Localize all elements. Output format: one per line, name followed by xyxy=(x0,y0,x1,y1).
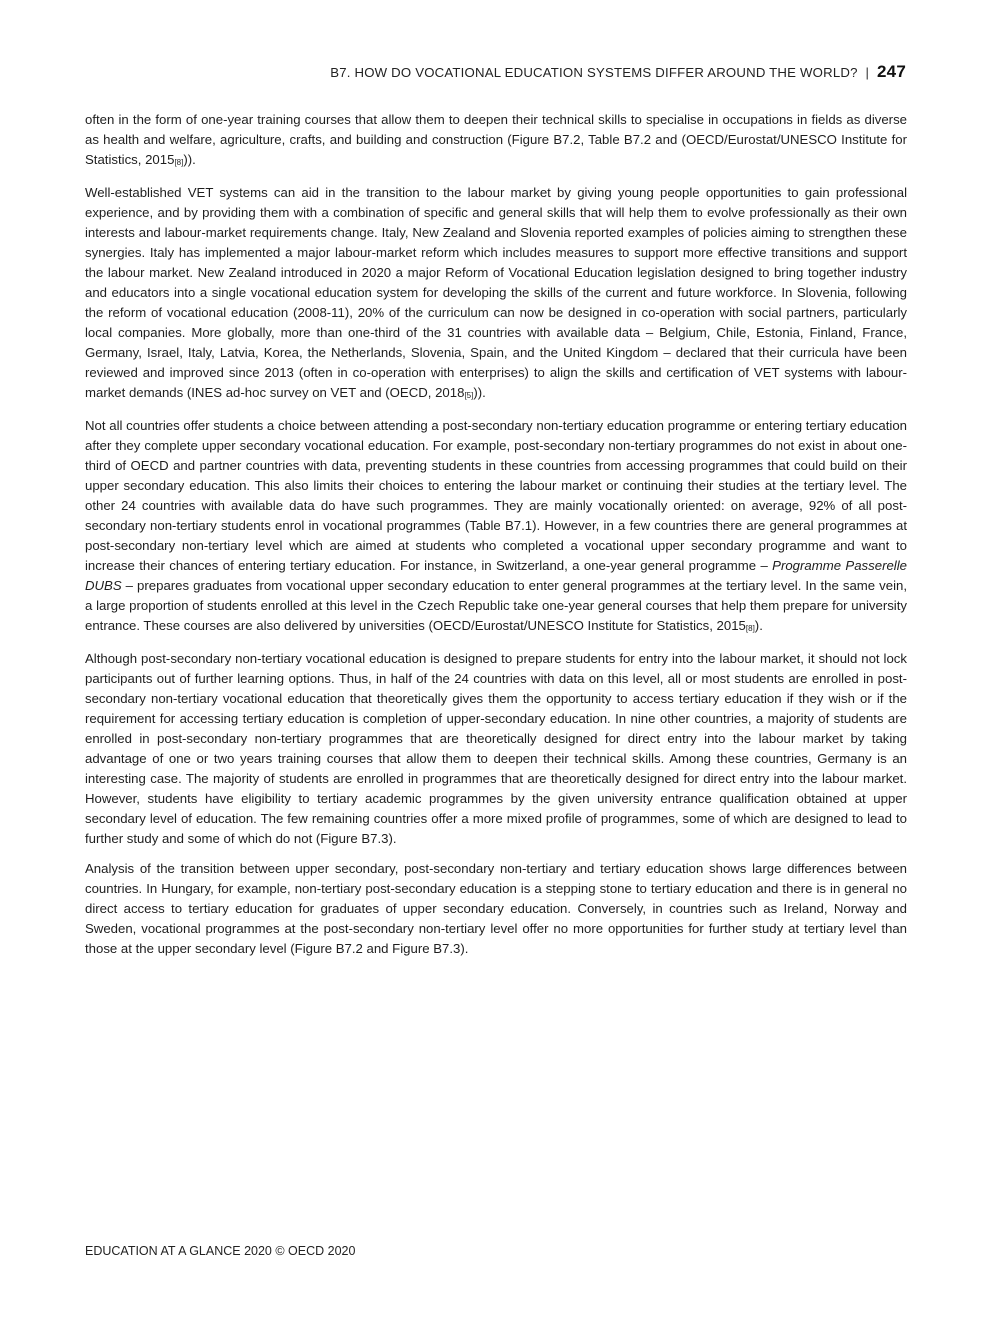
page-number: 247 xyxy=(877,62,906,81)
page-footer: EDUCATION AT A GLANCE 2020 © OECD 2020 xyxy=(85,1244,356,1258)
paragraph-5 xyxy=(85,859,907,959)
paragraph-1-text: often in the form of one-year training courses that allow them to deepen their technical skills to specialise in occupations in fields as diverse as health and welfare, agriculture, crafts, and building and construction (Figure B7.2, Table B7.2 and (OECD/Eurostat/UNESCO Institute for Statistics, 2015 xyxy=(85,112,907,167)
paragraph-1 xyxy=(85,110,907,173)
paragraph-3-tail: ). xyxy=(754,618,763,633)
reference-marker: [5] xyxy=(464,391,474,400)
body-text xyxy=(85,110,907,969)
running-header xyxy=(330,62,906,82)
paragraph-2 xyxy=(85,183,907,406)
paragraph-5-text: Analysis of the transition between upper secondary, post-secondary non-tertiary and tertiary education shows large differences between countries. In Hungary, for example, non-tertiary post-secondary education is a stepping stone to tertiary education and there is in general no direct access to tertiary education for graduates of upper secondary education. Conversely, in countries such as Ireland, Norway and Sweden, vocational programmes at the post-secondary non-tertiary level offer no more opportunities for further study at tertiary level than those at the upper secondary level (Figure B7.2 and Figure B7.3). xyxy=(85,861,907,956)
paragraph-4 xyxy=(85,649,907,849)
header-separator: | xyxy=(865,65,870,80)
paragraph-1-tail: )). xyxy=(183,152,196,167)
reference-marker: [8] xyxy=(174,158,184,167)
running-title: B7. HOW DO VOCATIONAL EDUCATION SYSTEMS DIFFER AROUND THE WORLD? xyxy=(330,65,858,80)
paragraph-4-text: Although post-secondary non-tertiary vocational education is designed to prepare students for entry into the labour market, it should not lock participants out of further learning options. Thus, in half of the 24 countries with data on this level, all or most students are enrolled in post-secondary non-tertiary vocational education that theoretically gives them the opportunity to access tertiary education if they wish or if the requirement for accessing tertiary education is completion of upper-secondary education. In nine other countries, a majority of students are enrolled in post-secondary non-tertiary programmes that are theoretically designed for direct entry into the labour market by taking advantage of one or two years training courses that allow them to deepen their technical skills. Among these countries, Germany is an interesting case. The majority of students are enrolled in programmes that are theoretically designed for direct entry into the labour market. However, students have eligibility to tertiary academic programmes by the given university entrance qualification obtained at upper secondary level of education. The few remaining countries offer a more mixed profile of programmes, some of which are designed to lead to further study and some of which do not (Figure B7.3). xyxy=(85,651,907,846)
paragraph-2-text: Well-established VET systems can aid in the transition to the labour market by giving young people opportunities to gain professional experience, and by providing them with a combination of specific and general skills that will help them to evolve professionally as their own interests and labour-market requirements change. Italy, New Zealand and Slovenia reported examples of policies aiming to strengthen these synergies. Italy has implemented a major labour-market reform which includes measures to support more effective transitions and support the labour market. New Zealand introduced in 2020 a major Reform of Vocational Education legislation designed to bring together industry and educators into a single vocational education system for developing the skills of the current and future workforce. In Slovenia, following the reform of vocational education (2008-11), 20% of the curriculum can now be designed in co-operation with social partners, particularly local companies. More globally, more than one-third of the 31 countries with available data – Belgium, Chile, Estonia, Finland, France, Germany, Israel, Italy, Latvia, Korea, the Netherlands, Slovenia, Spain, and the United Kingdom – declared that their curricula have been reviewed and improved since 2013 (often in co-operation with enterprises) to align the skills and certification of VET systems with labour-market demands (INES ad-hoc survey on VET and (OECD, 2018 xyxy=(85,185,907,400)
paragraph-3 xyxy=(85,416,907,639)
paragraph-3-middle: – prepares graduates from vocational upper secondary education to enter general programmes at the tertiary level. In the same vein, a large proportion of students enrolled at this level in the Czech Republic take one-year general courses that help them prepare for university entrance. These courses are also delivered by universities (OECD/Eurostat/UNESCO Institute for Statistics, 2015 xyxy=(85,578,907,633)
paragraph-3-text: Not all countries offer students a choice between attending a post-secondary non-tertiary education programme or entering tertiary education after they complete upper secondary vocational education. For example, post-secondary non-tertiary programmes do not exist in about one-third of OECD and partner countries with data, preventing students in these countries from accessing programmes that could build on their upper secondary education. This also limits their choices to entering the labour market or continuing their studies at the tertiary level. The other 24 countries with available data do have such programmes. They are mainly vocationally oriented: on average, 92% of all post-secondary non-tertiary students enrol in vocational programmes (Table B7.1). However, in a few countries there are general programmes at post-secondary non-tertiary level which are aimed at students who completed a vocational upper secondary programme and want to increase their chances of entering tertiary education. For instance, in Switzerland, a one-year general programme – xyxy=(85,418,907,573)
paragraph-2-tail: )). xyxy=(473,385,486,400)
reference-marker: [8] xyxy=(745,624,755,633)
programme-name: Programme Passerelle DUBS xyxy=(85,558,907,593)
